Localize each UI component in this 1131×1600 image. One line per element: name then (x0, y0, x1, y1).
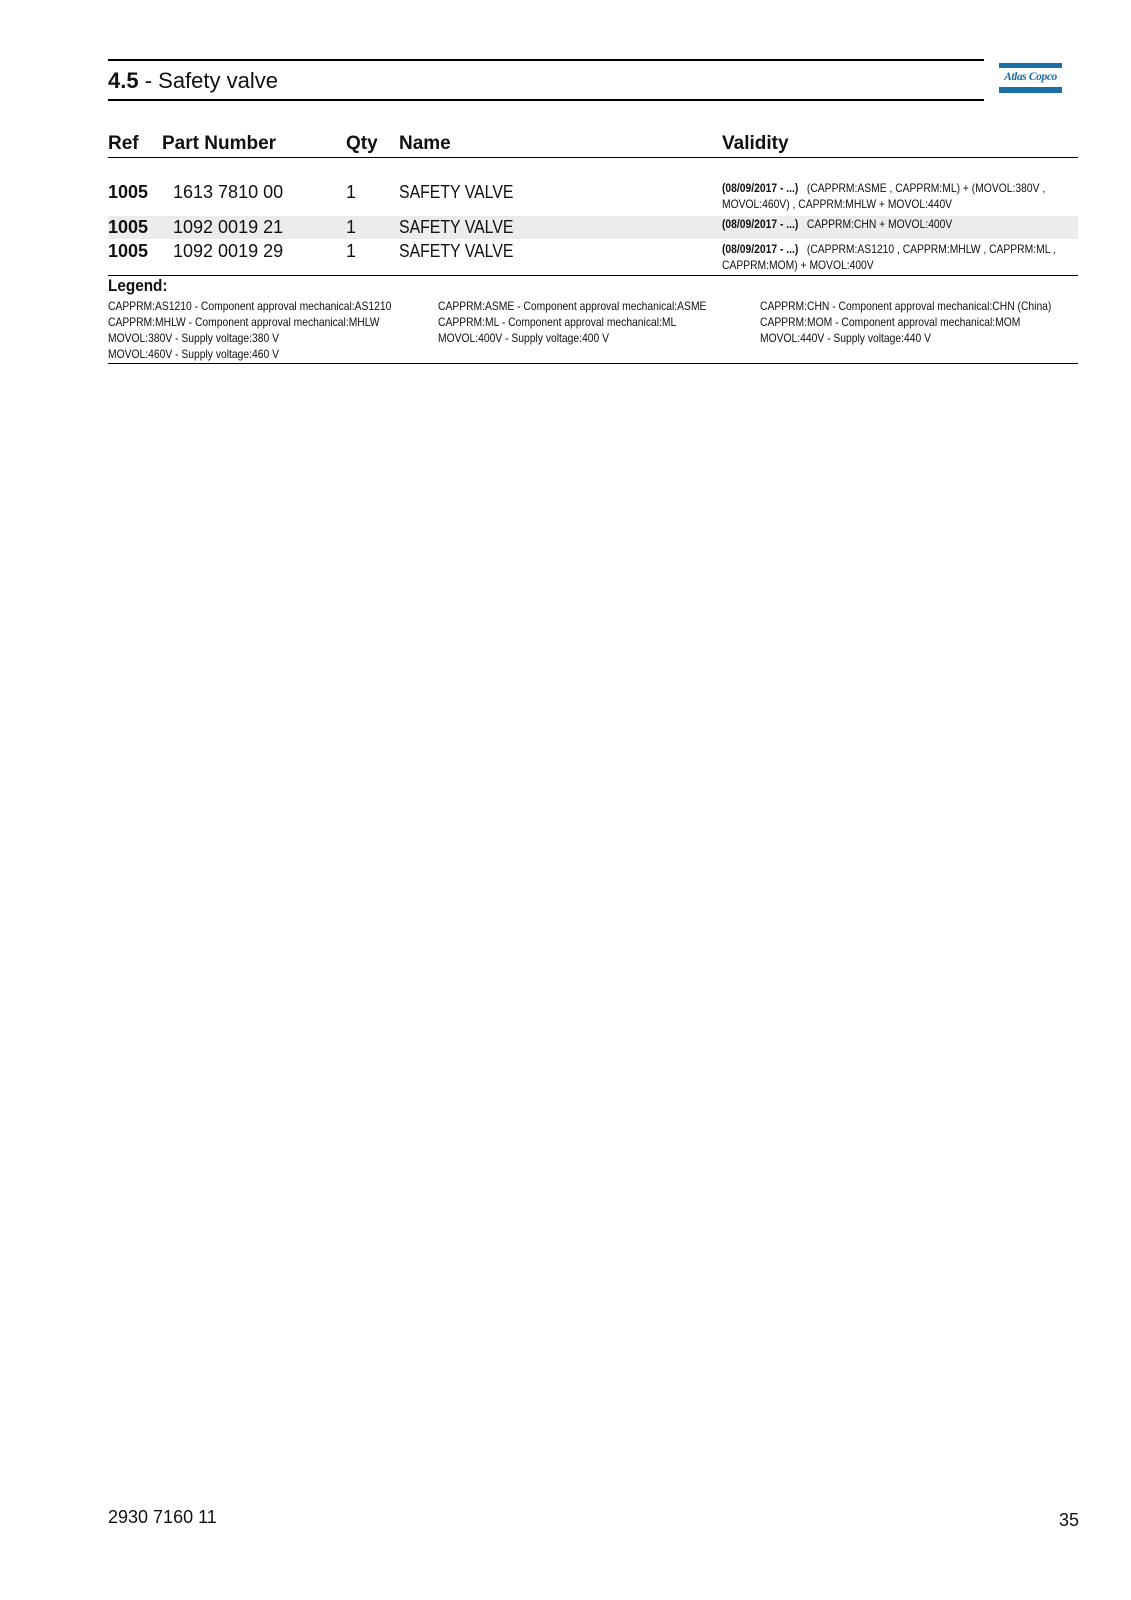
section-name: Safety valve (158, 68, 278, 93)
table-row (108, 240, 1078, 274)
validity-conditions: (CAPPRM:AS1210 , CAPPRM:MHLW , CAPPRM:ML , CAPPRM:MOM) + MOVOL:400V (722, 242, 1056, 272)
name-cell: SAFETY VALVE (399, 217, 514, 237)
validity-date: (08/09/2017 - ...) (722, 181, 799, 195)
legend-item: MOVOL:440V - Supply voltage:440 V (760, 331, 931, 345)
validity-cell (722, 216, 1075, 232)
validity-date: (08/09/2017 - ...) (722, 242, 799, 256)
part-number-cell: 1613 7810 00 (173, 182, 284, 202)
atlas-copco-logo (999, 61, 1062, 95)
validity-conditions: CAPPRM:CHN + MOVOL:400V (806, 217, 953, 231)
legend-item: CAPPRM:AS1210 - Component approval mechanical:AS1210 (108, 299, 392, 313)
name-cell: SAFETY VALVE (399, 241, 514, 261)
legend-item: CAPPRM:ASME - Component approval mechanical:ASME (438, 299, 707, 313)
part-number-cell: 1092 0019 21 (173, 217, 284, 237)
legend-item: CAPPRM:MOM - Component approval mechanical:MOM (760, 315, 1021, 329)
legend-bottom-divider (108, 363, 1078, 364)
ref-cell: 1005 (108, 182, 149, 202)
legend-item: MOVOL:380V - Supply voltage:380 V (108, 331, 279, 345)
ref-cell: 1005 (108, 217, 149, 237)
page-number: 35 (1059, 1510, 1080, 1530)
header-name: Name (399, 133, 451, 154)
validity-cell (722, 241, 1075, 273)
legend-item: MOVOL:400V - Supply voltage:400 V (438, 331, 609, 345)
validity-conditions: (CAPPRM:ASME , CAPPRM:ML) + (MOVOL:380V , MOVOL:460V) , CAPPRM:MHLW + MOVOL:440V (722, 181, 1046, 211)
section-number: 4.5 (108, 68, 139, 93)
document-number: 2930 7160 11 (108, 1507, 217, 1527)
header-part-number: Part Number (162, 133, 277, 154)
legend-item: CAPPRM:MHLW - Component approval mechanical:MHLW (108, 315, 380, 329)
legend-item: MOVOL:460V - Supply voltage:460 V (108, 347, 279, 361)
logo-top-bar (999, 63, 1062, 68)
part-number-cell: 1092 0019 29 (173, 241, 284, 261)
ref-cell: 1005 (108, 241, 149, 261)
table-row (108, 216, 1078, 239)
header-validity: Validity (722, 133, 789, 154)
section-header (108, 59, 984, 101)
validity-date: (08/09/2017 - ...) (722, 217, 799, 231)
qty-cell: 1 (346, 241, 357, 261)
logo-bottom-bar (999, 87, 1062, 93)
qty-cell: 1 (346, 217, 357, 237)
header-divider (108, 157, 1078, 158)
legend-item: CAPPRM:CHN - Component approval mechanical:CHN (China) (760, 299, 1052, 313)
table-bottom-divider (108, 275, 1078, 276)
legend-item: CAPPRM:ML - Component approval mechanical:ML (438, 315, 677, 329)
section-title (108, 68, 278, 94)
validity-cell (722, 180, 1075, 212)
header-qty: Qty (346, 133, 378, 154)
table-row (108, 180, 1078, 215)
header-ref: Ref (108, 133, 139, 154)
logo-text: Atlas Copco (1004, 71, 1057, 83)
legend-title: Legend: (108, 276, 168, 295)
name-cell: SAFETY VALVE (399, 182, 514, 202)
section-separator: - (138, 68, 159, 93)
qty-cell: 1 (346, 182, 357, 202)
